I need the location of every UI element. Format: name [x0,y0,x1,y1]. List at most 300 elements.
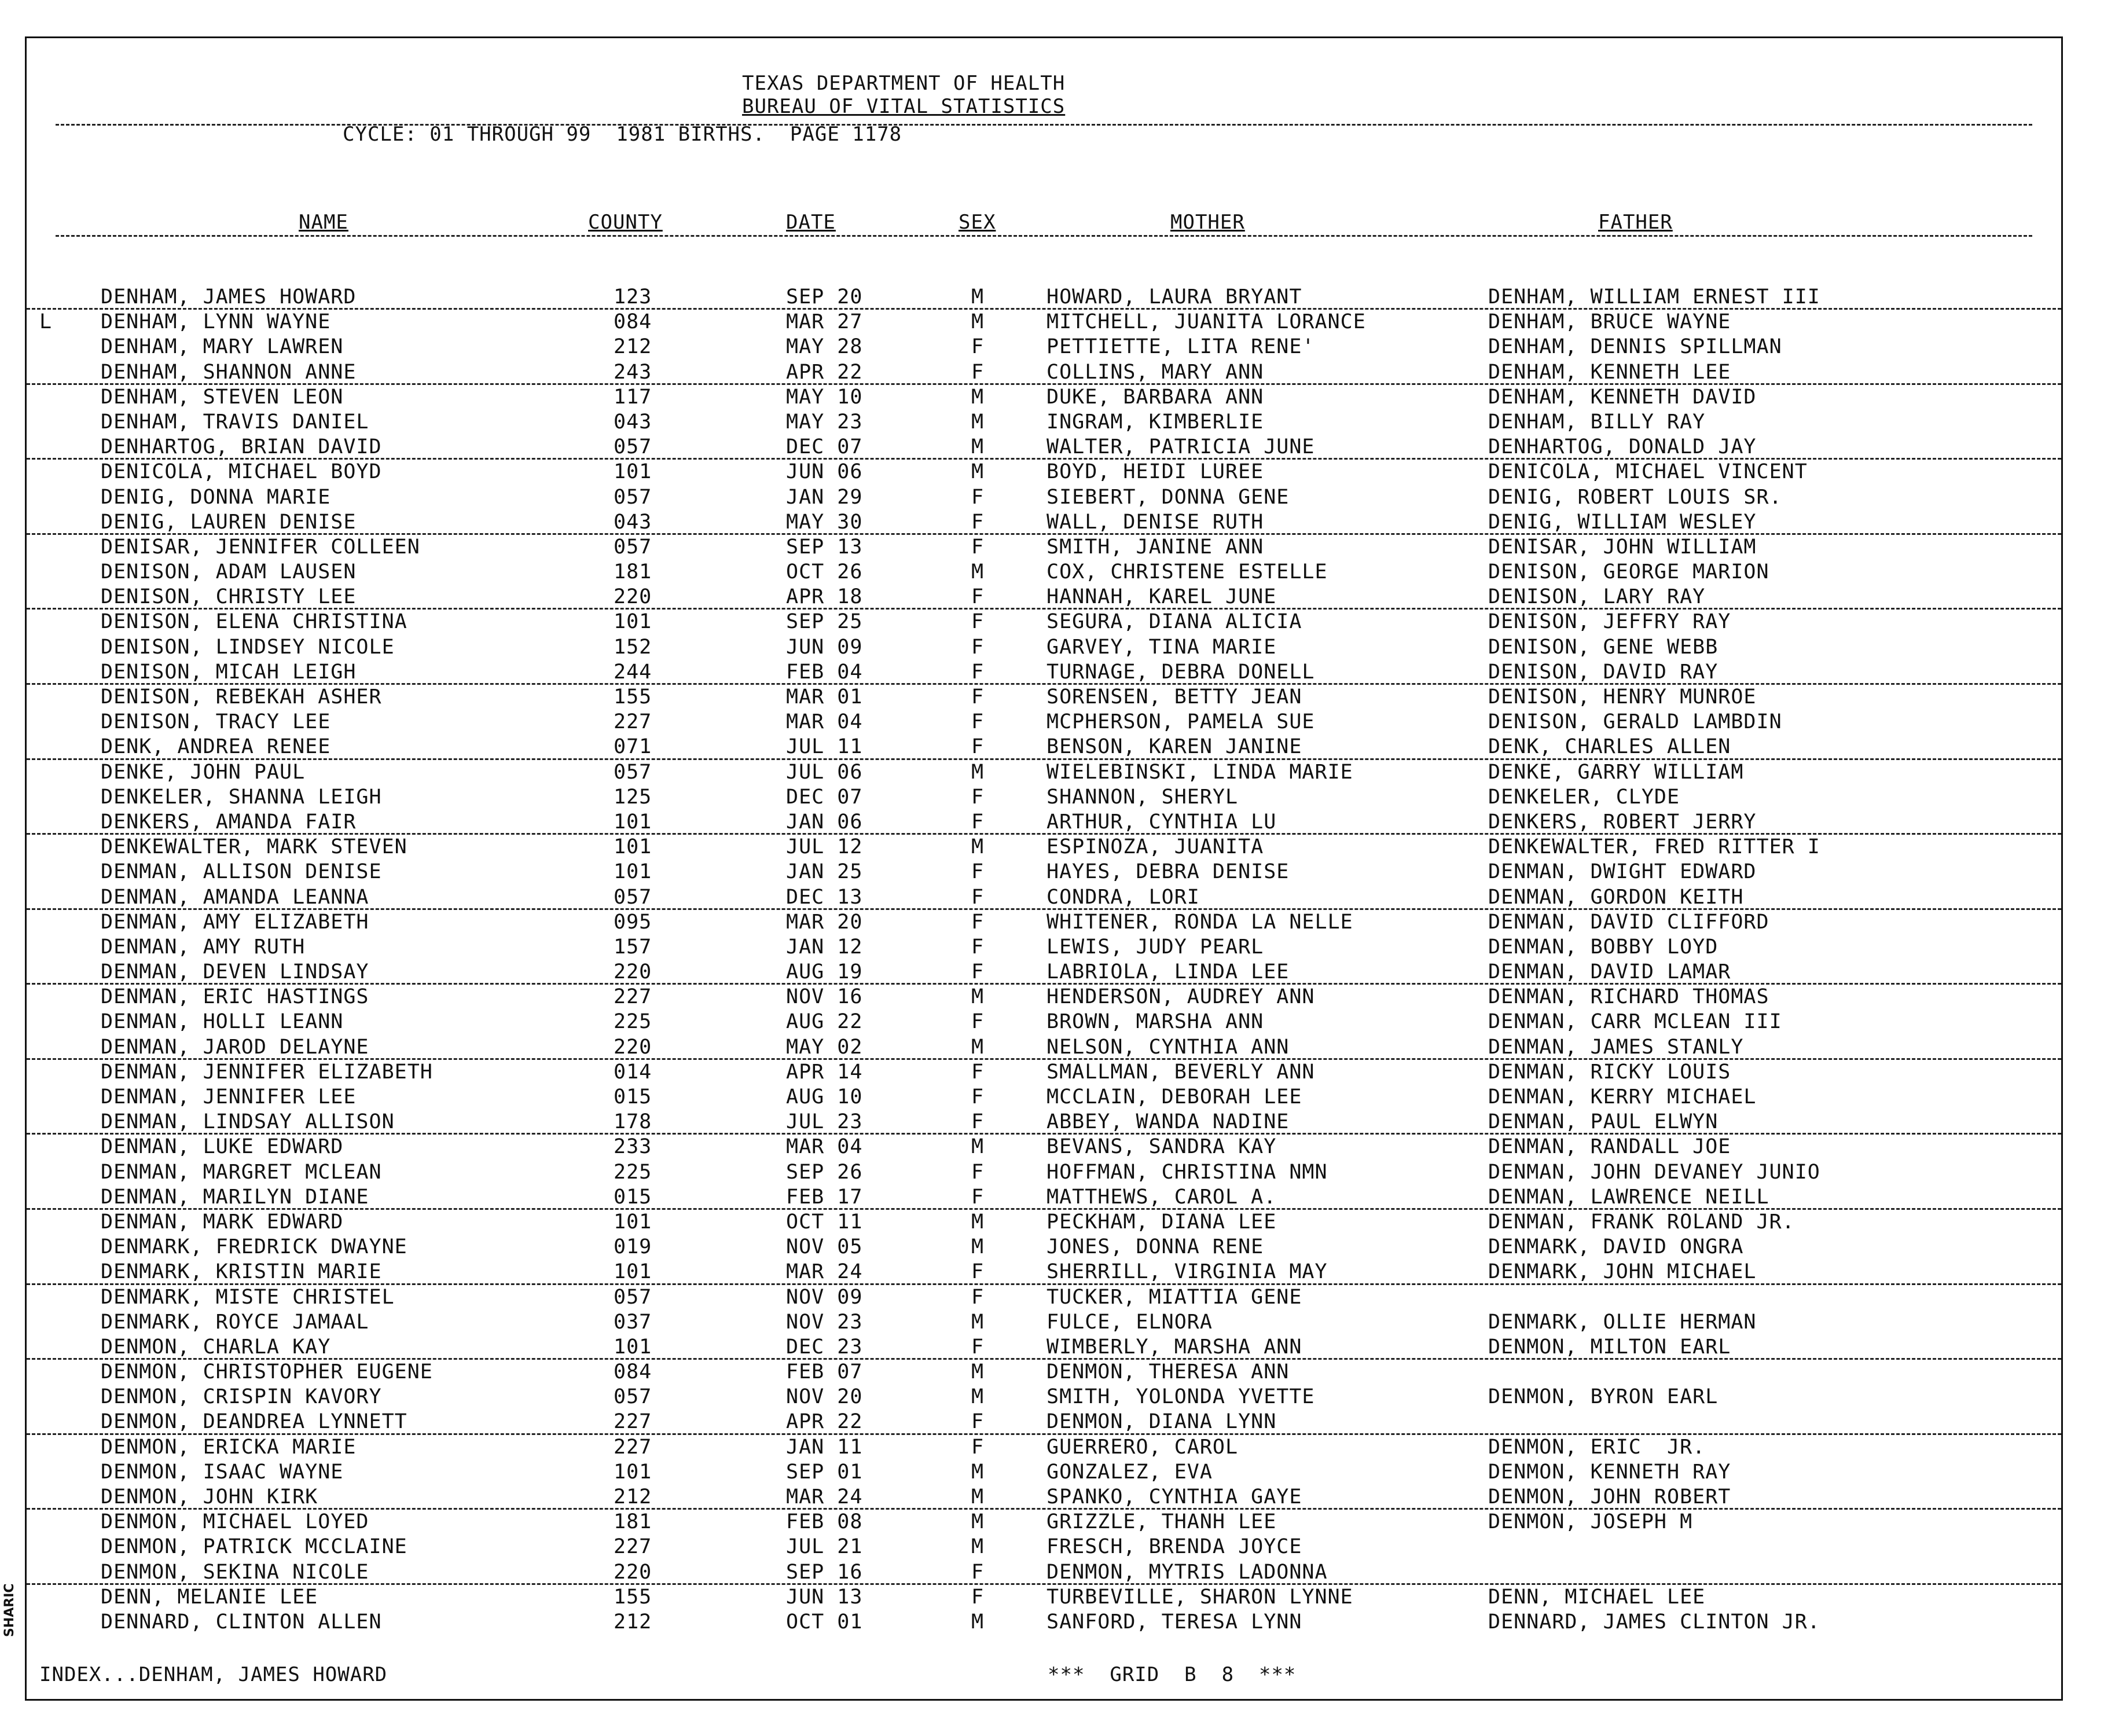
cell-father: DENKEWALTER, FRED RITTER I [1488,835,1820,859]
cell-county: 212 [614,335,652,359]
table-row [27,735,2061,759]
table-row [27,1235,2061,1260]
cell-date: JAN 06 [786,810,863,834]
cell-father: DENMARK, OLLIE HERMAN [1488,1310,1757,1334]
cell-date: MAR 04 [786,1135,863,1159]
cell-date: JUN 06 [786,460,863,484]
cell-date: OCT 11 [786,1210,863,1234]
cell-mother: MCPHERSON, PAMELA SUE [1047,710,1315,734]
cell-date: SEP 01 [786,1460,863,1484]
table-row [27,785,2061,810]
cell-mother: GARVEY, TINA MARIE [1047,635,1277,659]
cell-name: DENMAN, AMY RUTH [101,935,306,959]
cell-county: 227 [614,710,652,734]
cell-date: DEC 13 [786,885,863,909]
cell-name: DENMAN, JAROD DELAYNE [101,1035,369,1059]
table-row [27,685,2061,710]
cell-sex: F [971,710,985,734]
cell-date: SEP 20 [786,285,863,309]
cell-sex: F [971,735,985,759]
cell-father: DENMAN, LAWRENCE NEILL [1488,1185,1769,1209]
cell-father: DENMAN, DWIGHT EDWARD [1488,860,1757,884]
cell-county: 212 [614,1485,652,1509]
cell-mother: SPANKO, CYNTHIA GAYE [1047,1485,1302,1509]
cell-sex: M [971,1360,985,1384]
cell-county: 084 [614,1360,652,1384]
cell-sex: M [971,1385,985,1409]
cell-date: JAN 11 [786,1435,863,1459]
cell-mother: SHANNON, SHERYL [1047,785,1239,809]
cell-county: 057 [614,1385,652,1409]
cell-name: DENMON, DEANDREA LYNNETT [101,1410,407,1434]
cell-name: DENNARD, CLINTON ALLEN [101,1610,382,1634]
cell-county: 084 [614,310,652,334]
cell-name: DENIG, DONNA MARIE [101,485,331,509]
cell-name: DENKEWALTER, MARK STEVEN [101,835,407,859]
cell-father: DENISON, LARY RAY [1488,585,1706,609]
cell-father: DENMAN, JOHN DEVANEY JUNIO [1488,1160,1820,1184]
cell-county: 220 [614,1035,652,1059]
table-row [27,310,2061,335]
cell-name: DENMON, CRISPIN KAVORY [101,1385,382,1409]
cell-county: 244 [614,660,652,684]
cell-mother: SANFORD, TERESA LYNN [1047,1610,1302,1634]
cell-county: 101 [614,860,652,884]
cell-county: 101 [614,810,652,834]
table-row [27,1285,2061,1310]
cell-name: DENISAR, JENNIFER COLLEEN [101,535,420,559]
table-row [27,760,2061,785]
table-row [27,535,2061,560]
cell-mother: COLLINS, MARY ANN [1047,360,1264,384]
cell-mother: SMITH, JANINE ANN [1047,535,1264,559]
cell-father: DENMON, ERIC JR. [1488,1435,1706,1459]
cell-name: DENMAN, ERIC HASTINGS [101,985,369,1009]
cell-mother: GRIZZLE, THANH LEE [1047,1510,1277,1534]
cell-sex: F [971,1110,985,1134]
cell-county: 178 [614,1110,652,1134]
cell-mother: CONDRA, LORI [1047,885,1200,909]
cell-date: MAY 02 [786,1035,863,1059]
table-row [27,1510,2061,1535]
cell-date: DEC 23 [786,1335,863,1359]
cell-sex: M [971,385,985,409]
cell-date: APR 22 [786,1410,863,1434]
cell-date: APR 18 [786,585,863,609]
cell-mother: SMALLMAN, BEVERLY ANN [1047,1060,1315,1084]
cell-date: SEP 25 [786,610,863,634]
cell-sex: F [971,1560,985,1584]
cell-county: 117 [614,385,652,409]
cell-father: DENMAN, GORDON KEITH [1488,885,1744,909]
cell-sex: M [971,410,985,434]
table-row [27,1485,2061,1510]
cell-date: NOV 16 [786,985,863,1009]
cell-sex: M [971,1035,985,1059]
cell-date: JUN 13 [786,1585,863,1609]
cell-sex: F [971,1060,985,1084]
cell-county: 015 [614,1085,652,1109]
cell-father: DENMAN, RICHARD THOMAS [1488,985,1769,1009]
document-frame [25,36,2063,1701]
cell-mother: SIEBERT, DONNA GENE [1047,485,1290,509]
cell-sex: F [971,1285,985,1309]
table-row [27,335,2061,359]
cell-name: DENISON, TRACY LEE [101,710,331,734]
cell-name: DENHAM, STEVEN LEON [101,385,344,409]
cell-date: FEB 17 [786,1185,863,1209]
cell-sex: M [971,760,985,784]
cell-name: DENHAM, MARY LAWREN [101,335,344,359]
column-header-father: FATHER [1598,211,1673,234]
cell-mother: SEGURA, DIANA ALICIA [1047,610,1302,634]
cell-county: 181 [614,560,652,584]
column-header-date: DATE [786,211,836,234]
cell-date: SEP 16 [786,1560,863,1584]
cell-county: 057 [614,1285,652,1309]
cell-sex: F [971,1435,985,1459]
cell-date: NOV 09 [786,1285,863,1309]
table-row [27,1260,2061,1284]
cell-sex: F [971,1585,985,1609]
cell-date: MAY 10 [786,385,863,409]
cell-name: DENN, MELANIE LEE [101,1585,318,1609]
cell-name: DENMARK, MISTE CHRISTEL [101,1285,395,1309]
cell-name: DENISON, ADAM LAUSEN [101,560,357,584]
cell-county: 181 [614,1510,652,1534]
column-header-county: COUNTY [588,211,663,234]
cell-sex: F [971,485,985,509]
table-row [27,1110,2061,1135]
cell-county: 220 [614,1560,652,1584]
cell-county: 227 [614,1435,652,1459]
cell-sex: F [971,910,985,934]
cell-sex: M [971,1135,985,1159]
cell-name: DENMAN, AMY ELIZABETH [101,910,369,934]
cell-date: APR 22 [786,360,863,384]
cell-father: DENISAR, JOHN WILLIAM [1488,535,1757,559]
cell-county: 101 [614,610,652,634]
cell-date: AUG 22 [786,1010,863,1034]
cell-name: DENMON, PATRICK MCCLAINE [101,1535,407,1559]
cell-mother: HOWARD, LAURA BRYANT [1047,285,1302,309]
cell-county: 155 [614,1585,652,1609]
table-row [27,910,2061,935]
cell-mother: MATTHEWS, CAROL A. [1047,1185,1277,1209]
cell-date: JUL 12 [786,835,863,859]
cell-date: FEB 04 [786,660,863,684]
cycle-line: CYCLE: 01 THROUGH 99 1981 BIRTHS. PAGE 1178 [343,123,902,146]
cell-mother: HENDERSON, AUDREY ANN [1047,985,1315,1009]
cell-county: 157 [614,935,652,959]
cell-father: DENIG, ROBERT LOUIS SR. [1488,485,1782,509]
table-row [27,1135,2061,1159]
cell-county: 037 [614,1310,652,1334]
cell-date: MAR 01 [786,685,863,709]
cell-sex: F [971,960,985,984]
cell-county: 057 [614,535,652,559]
cell-name: DENMAN, HOLLI LEANN [101,1010,344,1034]
cell-date: SEP 26 [786,1160,863,1184]
cell-name: DENMAN, LUKE EDWARD [101,1135,344,1159]
table-row [27,1060,2061,1085]
cell-mother: MCCLAIN, DEBORAH LEE [1047,1085,1302,1109]
cell-mother: HANNAH, KAREL JUNE [1047,585,1277,609]
cell-father: DENHAM, DENNIS SPILLMAN [1488,335,1782,359]
cell-sex: M [971,1510,985,1534]
cell-county: 019 [614,1235,652,1259]
cell-county: 101 [614,1460,652,1484]
cell-mother: DENMON, DIANA LYNN [1047,1410,1277,1434]
cell-father: DENMAN, KERRY MICHAEL [1488,1085,1757,1109]
cell-sex: M [971,435,985,459]
cell-father: DENK, CHARLES ALLEN [1488,735,1731,759]
table-row [27,960,2061,985]
cell-mother: HOFFMAN, CHRISTINA NMN [1047,1160,1328,1184]
table-row [27,1410,2061,1434]
cell-county: 101 [614,1210,652,1234]
cell-father: DENHAM, BILLY RAY [1488,410,1706,434]
bureau-title: BUREAU OF VITAL STATISTICS [742,95,1066,118]
cell-name: DENMON, CHRISTOPHER EUGENE [101,1360,433,1384]
table-row [27,1460,2061,1485]
side-label: SHARIC [2,1583,17,1637]
cell-mother: PECKHAM, DIANA LEE [1047,1210,1277,1234]
cell-mother: WIELEBINSKI, LINDA MARIE [1047,760,1353,784]
cell-sex: M [971,560,985,584]
cell-father: DENHAM, BRUCE WAYNE [1488,310,1731,334]
cell-father: DENMAN, RANDALL JOE [1488,1135,1731,1159]
cell-name: DENHAM, TRAVIS DANIEL [101,410,369,434]
cell-mother: WHITENER, RONDA LA NELLE [1047,910,1353,934]
table-row [27,1160,2061,1185]
cell-county: 243 [614,360,652,384]
cell-father: DENMARK, DAVID ONGRA [1488,1235,1744,1259]
cell-father: DENMAN, DAVID LAMAR [1488,960,1731,984]
cell-date: DEC 07 [786,785,863,809]
cell-father: DENMAN, FRANK ROLAND JR. [1488,1210,1795,1234]
cell-date: AUG 10 [786,1085,863,1109]
cell-mother: PETTIETTE, LITA RENE' [1047,335,1315,359]
cell-mother: SORENSEN, BETTY JEAN [1047,685,1302,709]
cell-name: DENISON, MICAH LEIGH [101,660,357,684]
cell-father: DENHAM, KENNETH LEE [1488,360,1731,384]
cell-sex: F [971,360,985,384]
cell-mother: DUKE, BARBARA ANN [1047,385,1264,409]
cell-county: 101 [614,835,652,859]
grid-footer: *** GRID B 8 *** [1048,1663,1297,1686]
cell-mother: TUCKER, MIATTIA GENE [1047,1285,1302,1309]
cell-mother: INGRAM, KIMBERLIE [1047,410,1264,434]
table-row [27,560,2061,585]
cell-sex: M [971,1610,985,1634]
cell-date: JUL 21 [786,1535,863,1559]
cell-sex: F [971,935,985,959]
cell-father: DENMAN, BOBBY LOYD [1488,935,1719,959]
table-row [27,935,2061,960]
cell-mother: NELSON, CYNTHIA ANN [1047,1035,1290,1059]
cell-name: DENMARK, ROYCE JAMAAL [101,1310,369,1334]
table-row [27,985,2061,1010]
cell-date: NOV 05 [786,1235,863,1259]
cell-date: JUN 09 [786,635,863,659]
cell-sex: F [971,1160,985,1184]
table-row [27,660,2061,685]
cell-sex: F [971,335,985,359]
cell-date: NOV 20 [786,1385,863,1409]
agency-title: TEXAS DEPARTMENT OF HEALTH [742,72,1066,95]
cell-mother: BROWN, MARSHA ANN [1047,1010,1264,1034]
cell-name: DENMARK, FREDRICK DWAYNE [101,1235,407,1259]
table-row [27,435,2061,460]
cell-name: DENHARTOG, BRIAN DAVID [101,435,382,459]
cell-date: JUL 11 [786,735,863,759]
cell-father: DENKE, GARRY WILLIAM [1488,760,1744,784]
cell-county: 043 [614,510,652,534]
cell-county: 227 [614,985,652,1009]
table-row [27,460,2061,485]
cell-father: DENMON, JOSEPH M [1488,1510,1693,1534]
table-row [27,1310,2061,1335]
cell-date: OCT 01 [786,1610,863,1634]
cell-name: DENK, ANDREA RENEE [101,735,331,759]
cell-name: DENISON, ELENA CHRISTINA [101,610,407,634]
cell-date: OCT 26 [786,560,863,584]
cell-mother: GUERRERO, CAROL [1047,1435,1239,1459]
cell-date: JAN 12 [786,935,863,959]
cell-county: 014 [614,1060,652,1084]
cell-name: DENMON, ERICKA MARIE [101,1435,357,1459]
cell-father: DENMAN, CARR MCLEAN III [1488,1010,1782,1034]
cell-date: MAY 28 [786,335,863,359]
cell-county: 220 [614,585,652,609]
cell-father: DENISON, GEORGE MARION [1488,560,1769,584]
cell-county: 125 [614,785,652,809]
cell-father: DENMAN, DAVID CLIFFORD [1488,910,1769,934]
cell-mother: WALTER, PATRICIA JUNE [1047,435,1315,459]
cell-name: DENKERS, AMANDA FAIR [101,810,357,834]
cell-county: 220 [614,960,652,984]
cell-mother: FULCE, ELNORA [1047,1310,1213,1334]
cell-sex: F [971,885,985,909]
cell-county: 227 [614,1410,652,1434]
table-row [27,1210,2061,1235]
cell-date: JUL 23 [786,1110,863,1134]
cell-date: DEC 07 [786,435,863,459]
cell-county: 057 [614,435,652,459]
cell-mother: SHERRILL, VIRGINIA MAY [1047,1260,1328,1284]
table-row [27,1385,2061,1410]
table-row [27,285,2061,310]
cell-sex: F [971,1260,985,1284]
cell-mother: DENMON, MYTRIS LADONNA [1047,1560,1328,1584]
cell-sex: F [971,635,985,659]
cell-sex: F [971,860,985,884]
table-row [27,1010,2061,1034]
cell-name: DENMAN, DEVEN LINDSAY [101,960,369,984]
cell-sex: F [971,810,985,834]
cell-mother: TURBEVILLE, SHARON LYNNE [1047,1585,1353,1609]
cell-sex: M [971,1235,985,1259]
table-row [27,1360,2061,1385]
table-row [27,835,2061,860]
cell-father: DENIG, WILLIAM WESLEY [1488,510,1757,534]
cell-mother: LEWIS, JUDY PEARL [1047,935,1264,959]
cell-sex: M [971,460,985,484]
cell-name: DENMAN, LINDSAY ALLISON [101,1110,395,1134]
cell-sex: M [971,1460,985,1484]
cell-mother: WIMBERLY, MARSHA ANN [1047,1335,1302,1359]
cell-sex: F [971,1185,985,1209]
cell-sex: F [971,1010,985,1034]
cell-mother: BENSON, KAREN JANINE [1047,735,1302,759]
cell-county: 057 [614,485,652,509]
table-row [27,410,2061,435]
cell-county: 233 [614,1135,652,1159]
table-row [27,360,2061,385]
table-row [27,1185,2061,1210]
cell-date: MAY 23 [786,410,863,434]
cell-mother: GONZALEZ, EVA [1047,1460,1213,1484]
table-row [27,585,2061,610]
table-row [27,385,2061,410]
cell-name: DENMON, JOHN KIRK [101,1485,318,1509]
cell-mother: ARTHUR, CYNTHIA LU [1047,810,1277,834]
cell-county: 101 [614,1260,652,1284]
cell-name: DENHAM, LYNN WAYNE [101,310,331,334]
column-header-divider [56,235,2032,237]
cell-name: DENMAN, ALLISON DENISE [101,860,382,884]
cell-mother: FRESCH, BRENDA JOYCE [1047,1535,1302,1559]
cell-mother: SMITH, YOLONDA YVETTE [1047,1385,1315,1409]
cell-father: DENNARD, JAMES CLINTON JR. [1488,1610,1820,1634]
table-row [27,485,2061,510]
cell-county: 057 [614,760,652,784]
cell-father: DENMON, BYRON EARL [1488,1385,1719,1409]
cell-county: 152 [614,635,652,659]
cell-county: 225 [614,1010,652,1034]
cell-sex: M [971,1310,985,1334]
table-row [27,1610,2061,1635]
cell-county: 043 [614,410,652,434]
cell-father: DENICOLA, MICHAEL VINCENT [1488,460,1808,484]
cell-name: DENMON, SEKINA NICOLE [101,1560,369,1584]
cell-mother: LABRIOLA, LINDA LEE [1047,960,1290,984]
index-footer: INDEX...DENHAM, JAMES HOWARD [39,1663,388,1686]
cell-sex: F [971,1410,985,1434]
cell-date: MAR 24 [786,1260,863,1284]
cell-mother: HAYES, DEBRA DENISE [1047,860,1290,884]
cell-date: FEB 07 [786,1360,863,1384]
cell-name: DENKELER, SHANNA LEIGH [101,785,382,809]
cell-name: DENISON, LINDSEY NICOLE [101,635,395,659]
cell-name: DENHAM, SHANNON ANNE [101,360,357,384]
cell-father: DENISON, GENE WEBB [1488,635,1719,659]
cell-date: JAN 29 [786,485,863,509]
cell-sex: M [971,835,985,859]
table-row [27,1335,2061,1360]
cell-county: 227 [614,1535,652,1559]
cell-county: 123 [614,285,652,309]
cell-father: DENHAM, WILLIAM ERNEST III [1488,285,1820,309]
cell-name: DENMAN, MARGRET MCLEAN [101,1160,382,1184]
cell-name: DENMAN, JENNIFER LEE [101,1085,357,1109]
table-row [27,1585,2061,1610]
cell-date: JAN 25 [786,860,863,884]
cell-name: DENMAN, MARILYN DIANE [101,1185,369,1209]
table-row [27,510,2061,535]
cell-sex: M [971,1535,985,1559]
